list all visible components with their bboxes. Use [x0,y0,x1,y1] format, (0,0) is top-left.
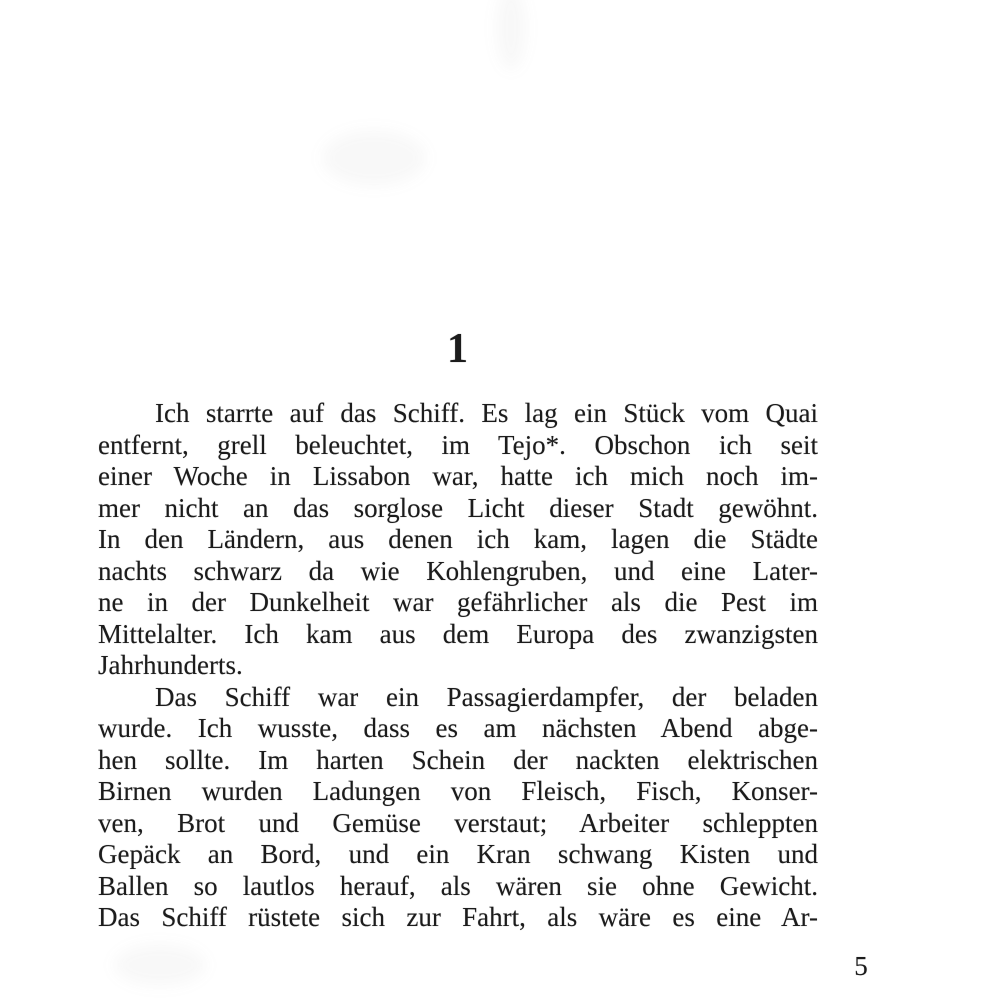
text-line: wurde. Ich wusste, dass es am nächsten Abend abge- [98,713,818,743]
text-line: Das Schiff rüstete sich zur Fahrt, als wäre es eine Ar- [98,902,818,932]
scan-artifact [322,130,426,186]
text-line: nachts schwarz da wie Kohlengruben, und eine Later- [98,555,818,586]
text-line: Ballen so lautlos herauf, als wären sie ohne Gewicht. [98,870,818,901]
body-text [98,398,818,934]
text-line: Jahrhunderts. [98,650,243,680]
text-line: einer Woche in Lissabon war, hatte ich mich noch im- [98,461,818,491]
scan-artifact [114,944,206,986]
text-line: Birnen wurden Ladungen von Fleisch, Fisch, Konser- [98,776,818,806]
chapter-number: 1 [447,326,469,372]
text-line: hen sollte. Im harten Schein der nackten elektrischen [98,744,818,775]
text-line: ven, Brot und Gemüse verstaut; Arbeiter schleppten [98,807,818,838]
scan-artifact [496,0,526,70]
text-line: Mittelalter. Ich kam aus dem Europa des zwanzigsten [98,618,818,649]
paragraph [98,398,818,682]
text-line: entfernt, grell beleuchtet, im Tejo*. Obschon ich seit [98,429,818,460]
text-line: mer nicht an das sorglose Licht dieser Stadt gewöhnt. [98,492,818,523]
text-line: Ich starrte auf das Schiff. Es lag ein Stück vom Quai [155,398,818,428]
text-line: Gepäck an Bord, und ein Kran schwang Kisten und [98,839,818,869]
text-line: Das Schiff war ein Passagierdampfer, der beladen [155,681,818,712]
text-line: In den Ländern, aus denen ich kam, lagen die Städte [98,524,818,554]
text-line: ne in der Dunkelheit war gefährlicher als die Pest im [98,587,818,617]
page-number: 5 [854,951,868,981]
paragraph [98,682,818,934]
